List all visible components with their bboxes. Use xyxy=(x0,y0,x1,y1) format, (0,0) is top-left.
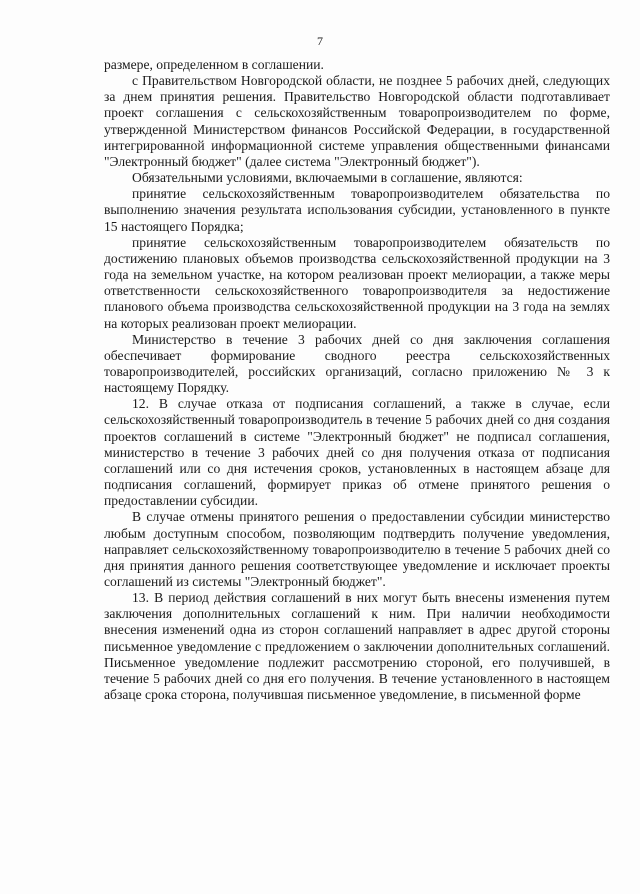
paragraph-section-12: 12. В случае отказа от подписания соглашений, а также в случае, если сельскохозяйственный товаропроизводитель в течение 5 рабочих дней со дня создания проектов соглашений в системе "Электронный бюджет" не подписал соглашения, министерство в течение 3 рабочих дней со дня получения отказа от подписания соглашений или со дня истечения сроков, установленных в настоящем абзаце для подписания соглашений, формирует приказ об отмене принятого решения о предоставлении субсидии. xyxy=(104,396,610,509)
paragraph-registry: Министерство в течение 3 рабочих дней со дня заключения соглашения обеспечивает формирование сводного реестра сельскохозяйственных товаропроизводителей, российских организаций, согласно приложению № 3 к настоящему Порядку. xyxy=(104,331,610,396)
paragraph-section-13: 13. В период действия соглашений в них могут быть внесены изменения путем заключения дополнительных соглашений к ним. При наличии необходимости внесения изменений одна из сторон соглашений направляет в адрес другой стороны письменное уведомление с предложением о заключении дополнительных соглашений. Письменное уведомление подлежит рассмотрению стороной, его получившей, в течение 5 рабочих дней со дня его получения. В течение установленного в настоящем абзаце срока сторона, получившая письменное уведомление, в письменной форме xyxy=(104,590,610,703)
paragraph-continuation: размере, определенном в соглашении. xyxy=(104,57,324,72)
paragraph-condition-result: принятие сельскохозяйственным товаропроизводителем обязательства по выполнению значения результата использования субсидии, установленного в пункте 15 настоящего Порядка; xyxy=(104,186,610,234)
document-body xyxy=(104,57,610,703)
paragraph-mandatory-conditions: Обязательными условиями, включаемыми в соглашение, являются: xyxy=(132,170,523,186)
paragraph-cancellation: В случае отмены принятого решения о предоставлении субсидии министерство любым доступным способом, позволяющим подтвердить получение уведомления, направляет сельскохозяйственному товаропроизводителю в течение 5 рабочих дней со дня принятия данного решения соответствующее уведомление и исключает проекты соглашений из системы "Электронный бюджет". xyxy=(104,509,610,589)
paragraph-government-agreement: с Правительством Новгородской области, не позднее 5 рабочих дней, следующих за днем принятия решения. Правительство Новгородской области подготавливает проект соглашения с сельскохозяйственным товаропроизводителем по форме, утвержденной Министерством финансов Российской Федерации, в государственной интегрированной информационной системе управления общественными финансами "Электронный бюджет" (далее система "Электронный бюджет"). xyxy=(104,73,610,169)
paragraph-condition-production: принятие сельскохозяйственным товаропроизводителем обязательств по достижению плановых объемов производства сельскохозяйственной продукции на 3 года на земельном участке, на котором реализован проект мелиорации, а также меры ответственности сельскохозяйственного товаропроизводителя за недостижение планового объема производства сельскохозяйственной продукции на 3 года на землях на которых реализован проект мелиорации. xyxy=(104,234,610,331)
page-number: 7 xyxy=(317,34,323,48)
